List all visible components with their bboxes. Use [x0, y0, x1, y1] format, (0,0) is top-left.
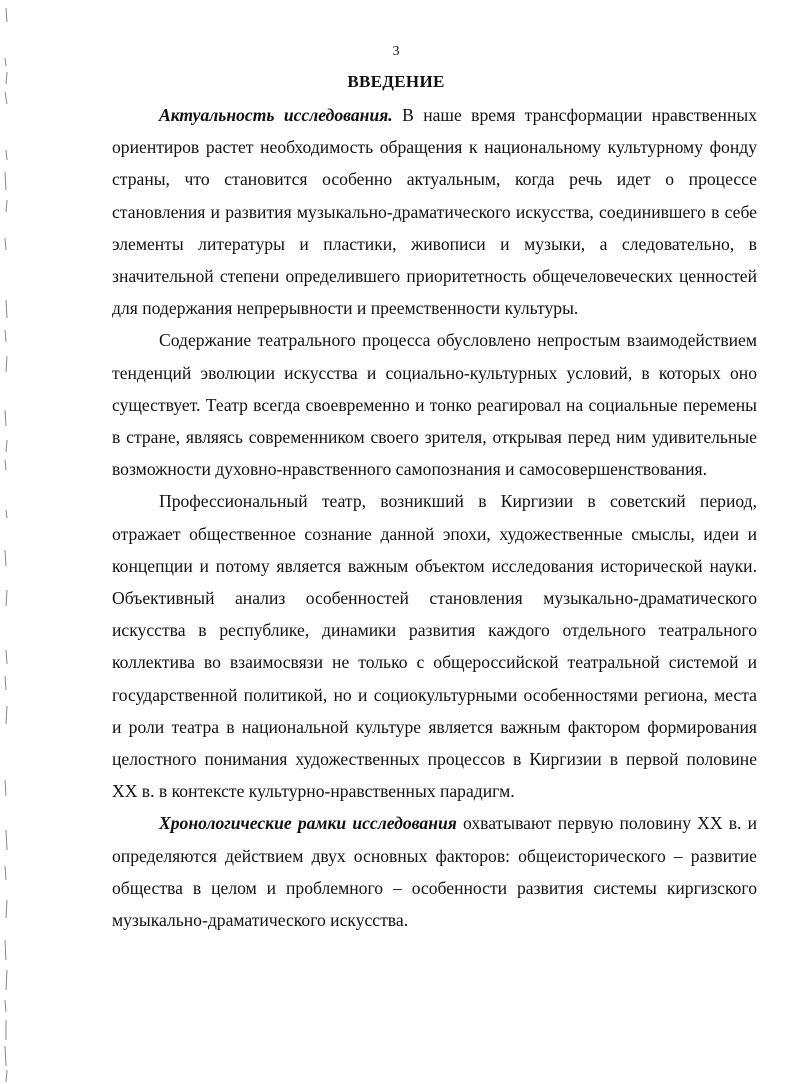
paragraph-text: охватывают первую половину XX в. и определяются действием двух основных факторов: общеисторического – развитие общества в целом и проблемного – особенности развития системы киргизского музыкально-драматического искусства. [112, 813, 757, 931]
document-body [112, 99, 757, 936]
page-number: 3 [392, 44, 400, 59]
paragraph-professional-theatre [112, 485, 757, 807]
paragraph-text: В наше время трансформации нравственных ориентиров растет необходимость обращения к национальному культурному фонду страны, что становится особенно актуальным, когда речь идет о процессе становления и развития музыкально-драматического искусства, соединившего в себе элементы литературы и пластики, живописи и музыки, а следовательно, в значительной степени определившего приоритетность общечеловеческих ценностей для подержания непрерывности и преемственности культуры. [112, 105, 757, 319]
scan-margin-artifacts [0, 0, 20, 1084]
paragraph-lead: Актуальность исследования. [159, 105, 393, 125]
section-heading: ВВЕДЕНИЕ [347, 72, 445, 91]
paragraph-text: Профессиональный театр, возникший в Киргизии в советский период, отражает общественное сознание данной эпохи, художественные смыслы, идеи и концепции и потому является важным объектом исследования исторической науки. Объективный анализ особенностей становления музыкально-драматического искусства в республике, динамики развития каждого отдельного театрального коллектива во взаимосвязи не только с общероссийской театральной системой и государственной политикой, но и социокультурными особенностями региона, места и роли театра в национальной культуре является важным фактором формирования целостного понимания художественных процессов в Киргизии в первой половине XX в. в контексте культурно-нравственных парадигм. [112, 491, 757, 802]
paragraph-lead: Хронологические рамки исследования [159, 813, 457, 834]
paragraph-theatre-process [112, 324, 757, 485]
paragraph-relevance [112, 99, 757, 324]
paragraph-text: Содержание театрального процесса обусловлено непростым взаимодействием тенденций эволюции искусства и социально-культурных условий, в которых оно существует. Театр всегда своевременно и тонко реагировал на социальные перемены в стране, являясь современником своего зрителя, открывая перед ним удивительные возможности духовно-нравственного самопознания и самосовершенствования. [112, 330, 757, 480]
paragraph-chronology [112, 807, 757, 936]
